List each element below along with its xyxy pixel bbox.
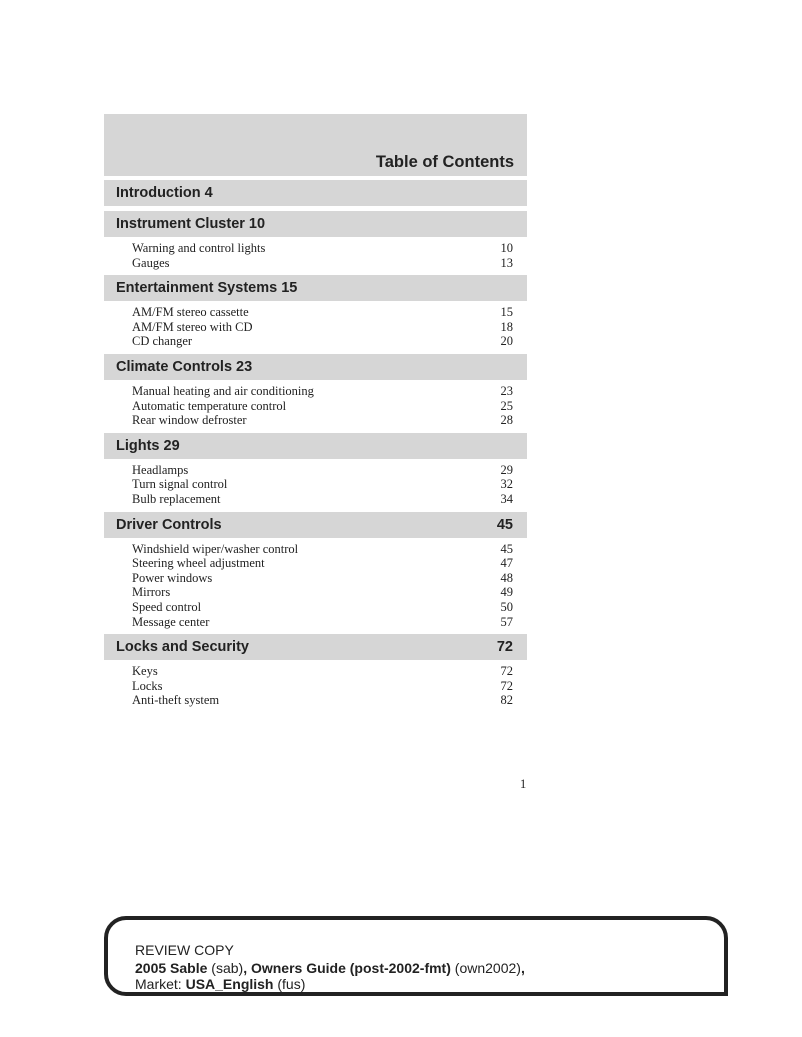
market-label: Market: bbox=[135, 976, 182, 992]
toc-entry-page: 13 bbox=[500, 255, 513, 270]
toc-section bbox=[104, 275, 527, 349]
toc-entry bbox=[104, 679, 527, 694]
toc-section bbox=[104, 634, 527, 708]
toc-entry-label: Gauges bbox=[132, 255, 170, 270]
toc-entry-page: 29 bbox=[500, 462, 513, 477]
section-header-bar bbox=[104, 512, 527, 538]
toc-entry-page: 72 bbox=[500, 678, 513, 693]
toc-entry bbox=[104, 664, 527, 679]
toc-section bbox=[104, 354, 527, 428]
section-items bbox=[104, 301, 527, 349]
section-title: Introduction 4 bbox=[116, 185, 213, 201]
toc-entry-page: 45 bbox=[500, 541, 513, 556]
section-title: Driver Controls bbox=[116, 516, 222, 533]
toc-entry-page: 82 bbox=[500, 693, 513, 708]
toc-entry-label: Rear window defroster bbox=[132, 413, 247, 428]
toc-entry-page: 34 bbox=[500, 491, 513, 506]
toc-entry-label: Steering wheel adjustment bbox=[132, 556, 265, 571]
toc-entry-label: Power windows bbox=[132, 570, 213, 585]
toc-entry bbox=[104, 556, 527, 571]
market-code: (fus) bbox=[277, 976, 306, 992]
toc-entry bbox=[104, 477, 527, 492]
toc-entry-page: 72 bbox=[500, 664, 513, 679]
model-code: (sab) bbox=[211, 960, 244, 976]
toc-header-bar bbox=[104, 114, 527, 176]
section-title: Instrument Cluster 10 bbox=[116, 216, 266, 232]
toc-section bbox=[104, 211, 527, 270]
section-page-number: 45 bbox=[496, 516, 513, 533]
table-of-contents bbox=[104, 114, 527, 713]
section-items bbox=[104, 380, 527, 428]
separator: , bbox=[520, 960, 525, 976]
section-header-bar bbox=[104, 354, 527, 380]
toc-entry-label: Locks bbox=[132, 678, 163, 693]
toc-entry bbox=[104, 542, 527, 557]
toc-entry bbox=[104, 384, 527, 399]
toc-entry-page: 50 bbox=[500, 599, 513, 614]
toc-entry-page: 47 bbox=[500, 556, 513, 571]
toc-entry bbox=[104, 305, 527, 320]
toc-entry bbox=[104, 571, 527, 586]
review-copy-box bbox=[104, 916, 728, 996]
toc-entry-label: Turn signal control bbox=[132, 477, 228, 492]
toc-entry bbox=[104, 413, 527, 428]
review-model-line bbox=[135, 960, 525, 976]
toc-entry bbox=[104, 600, 527, 615]
section-title: Locks and Security bbox=[116, 639, 249, 656]
market-name: USA_English bbox=[185, 976, 274, 992]
toc-entry-page: 20 bbox=[500, 334, 513, 349]
toc-entry-label: Keys bbox=[132, 664, 158, 679]
page-number: 1 bbox=[520, 777, 527, 791]
review-market-line bbox=[135, 976, 305, 992]
guide-code: (own2002) bbox=[454, 960, 521, 976]
toc-entry bbox=[104, 399, 527, 414]
toc-entry-label: CD changer bbox=[132, 334, 193, 349]
toc-entry-page: 49 bbox=[500, 585, 513, 600]
toc-entry-page: 32 bbox=[500, 477, 513, 492]
section-page-number: 72 bbox=[496, 639, 513, 656]
toc-entry-page: 23 bbox=[500, 383, 513, 398]
toc-entry-label: Mirrors bbox=[132, 585, 171, 600]
toc-entry-page: 18 bbox=[500, 319, 513, 334]
section-header-bar bbox=[104, 634, 527, 660]
toc-entry-label: Anti-theft system bbox=[132, 693, 220, 708]
toc-entry bbox=[104, 241, 527, 256]
toc-section bbox=[104, 512, 527, 630]
toc-entry-label: AM/FM stereo with CD bbox=[132, 319, 253, 334]
toc-entry-label: Manual heating and air conditioning bbox=[132, 383, 314, 398]
toc-entry bbox=[104, 693, 527, 708]
toc-entry-label: AM/FM stereo cassette bbox=[132, 305, 249, 320]
review-copy-label: REVIEW COPY bbox=[135, 942, 234, 958]
section-items bbox=[104, 660, 527, 708]
section-items bbox=[104, 459, 527, 507]
section-title: Lights 29 bbox=[116, 437, 180, 454]
section-header-bar bbox=[104, 433, 527, 459]
toc-entry bbox=[104, 256, 527, 271]
toc-section bbox=[104, 433, 527, 507]
toc-entry-label: Message center bbox=[132, 614, 210, 629]
toc-entry-label: Warning and control lights bbox=[132, 241, 266, 255]
toc-entry-label: Windshield wiper/washer control bbox=[132, 541, 299, 556]
toc-section bbox=[104, 180, 527, 206]
toc-sections bbox=[104, 180, 527, 708]
toc-entry-page: 25 bbox=[500, 398, 513, 413]
section-header-bar bbox=[104, 180, 527, 206]
toc-entry-page: 28 bbox=[500, 413, 513, 428]
toc-entry-label: Bulb replacement bbox=[132, 491, 221, 506]
toc-entry bbox=[104, 334, 527, 349]
toc-entry bbox=[104, 585, 527, 600]
section-title: Climate Controls 23 bbox=[116, 358, 253, 375]
toc-entry-label: Automatic temperature control bbox=[132, 398, 287, 413]
toc-entry bbox=[104, 463, 527, 478]
toc-entry-page: 15 bbox=[500, 305, 513, 320]
toc-entry-label: Speed control bbox=[132, 599, 202, 614]
guide-name: Owners Guide (post-2002-fmt) bbox=[250, 960, 451, 976]
model-name: 2005 Sable bbox=[135, 960, 208, 976]
section-items bbox=[104, 538, 527, 630]
toc-entry bbox=[104, 320, 527, 335]
toc-entry-page: 57 bbox=[500, 614, 513, 629]
section-title: Entertainment Systems 15 bbox=[116, 280, 298, 297]
toc-entry-label: Headlamps bbox=[132, 462, 189, 477]
section-items bbox=[104, 237, 527, 270]
toc-entry-page: 10 bbox=[500, 241, 513, 255]
toc-entry-page: 48 bbox=[500, 570, 513, 585]
separator: , bbox=[243, 960, 248, 976]
section-header-bar bbox=[104, 275, 527, 301]
toc-entry bbox=[104, 615, 527, 630]
section-header-bar bbox=[104, 211, 527, 237]
page-title: Table of Contents bbox=[375, 153, 514, 171]
toc-entry bbox=[104, 492, 527, 507]
